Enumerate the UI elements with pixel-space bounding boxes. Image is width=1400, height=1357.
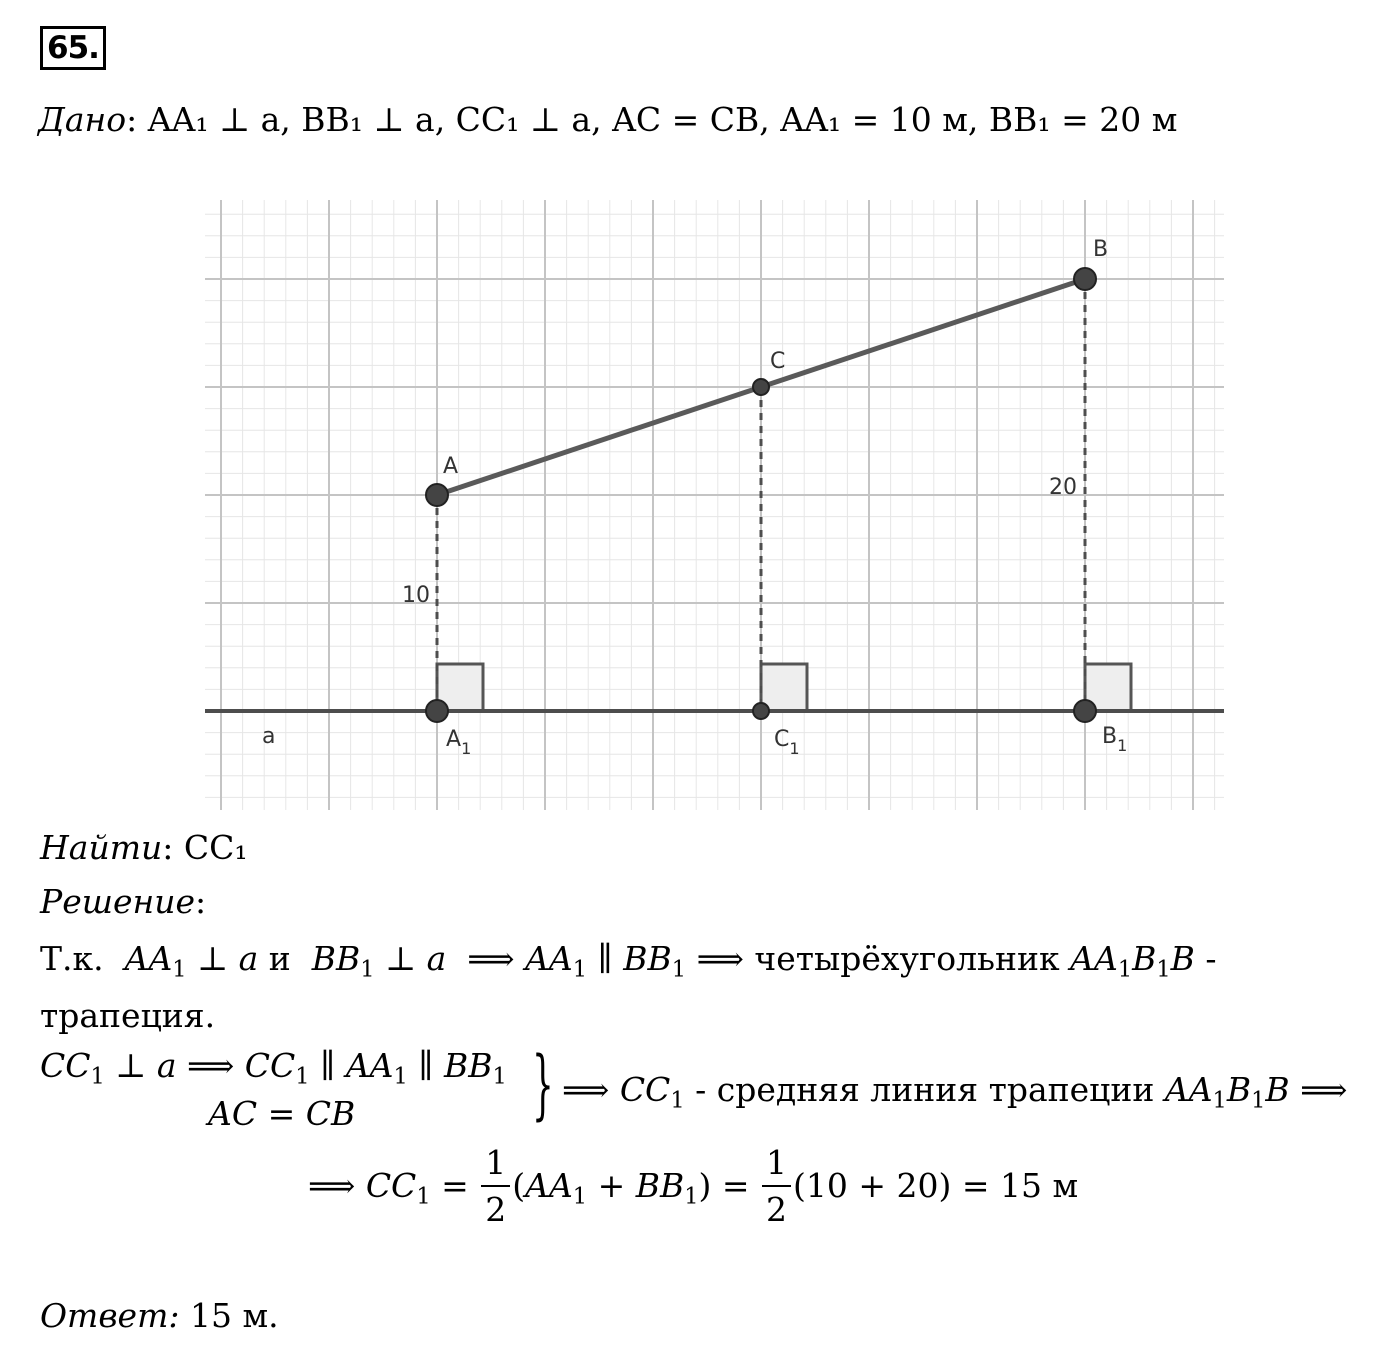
label-length-bb1: 20 bbox=[1049, 475, 1077, 500]
formula-numeric: (10 + 20) = 15 bbox=[793, 1166, 1053, 1205]
label-b1-main: B bbox=[1102, 724, 1118, 749]
label-b: B bbox=[1093, 237, 1109, 262]
point-c1 bbox=[753, 703, 769, 719]
find-text: : CC₁ bbox=[162, 828, 248, 867]
solution-label: Решение bbox=[40, 882, 196, 921]
label-b1-sub: 1 bbox=[1117, 736, 1128, 755]
formula-bb1-perp-a: $BB_1$ ⊥ a bbox=[311, 939, 447, 983]
final-formula bbox=[308, 1140, 1078, 1232]
formula-aa1-perp-a: $AA_1$ ⊥ a bbox=[124, 939, 259, 983]
given-label: Дано bbox=[38, 100, 127, 139]
system-conclusion bbox=[562, 1070, 1348, 1114]
given-text: : AA₁ ⊥ a, BB₁ ⊥ a, CC₁ ⊥ a, AC = CB, AA₁ = 10 м, BB₁ = 20 м bbox=[126, 100, 1178, 139]
answer-line bbox=[40, 1296, 279, 1336]
formula-cc1-final: $CC_1$ bbox=[365, 1166, 431, 1210]
fraction-one-half: $\frac{1}{2}$ bbox=[481, 1146, 510, 1226]
label-c: C bbox=[770, 349, 786, 374]
problem-number: 65. bbox=[40, 26, 106, 70]
label-c1 bbox=[774, 727, 800, 758]
line1-prefix: Т.к. bbox=[40, 939, 104, 978]
line1-and: и bbox=[268, 939, 291, 978]
point-a1 bbox=[426, 700, 448, 722]
major-grid bbox=[205, 200, 1224, 810]
line1-dash: - bbox=[1205, 939, 1217, 978]
find-label: Найти bbox=[40, 828, 163, 867]
formula-cc1: $CC_1$ bbox=[619, 1070, 685, 1114]
label-a1-sub: 1 bbox=[461, 739, 472, 758]
solution-line-1 bbox=[40, 939, 1217, 983]
formula-sum-aa1-bb1: $(AA_1 + BB_1)$ bbox=[512, 1166, 712, 1210]
right-angle-mark-c1 bbox=[761, 664, 807, 711]
label-a: A bbox=[443, 454, 459, 479]
label-c1-sub: 1 bbox=[789, 739, 800, 758]
point-a bbox=[426, 484, 448, 506]
line3-dash: - средняя линия трапеции bbox=[695, 1070, 1155, 1109]
label-c1-main: C bbox=[774, 727, 790, 752]
answer-label: Ответ: bbox=[40, 1296, 180, 1335]
solution-heading bbox=[40, 882, 206, 922]
label-a1-main: A bbox=[446, 727, 462, 752]
minor-grid bbox=[205, 200, 1224, 810]
solution-line-2: трапеция. bbox=[40, 996, 216, 1035]
formula-cc1-perp-a: $CC_1$ ⊥ a ⟹ $CC_1$ ∥ $AA_1$ ∥ $BB_1$ bbox=[40, 1046, 507, 1090]
implies-symbol: ⟹ bbox=[1300, 1070, 1348, 1109]
implies-symbol: ⟹ bbox=[308, 1166, 366, 1205]
line1-word: четырёхугольник bbox=[754, 939, 1060, 978]
system-line-2 bbox=[208, 1094, 355, 1134]
point-c bbox=[753, 379, 769, 395]
formula-ac-eq-cb: AC = CB bbox=[208, 1094, 356, 1133]
formula-aa1-par-bb1: $AA_1$ ∥ $BB_1$ bbox=[525, 939, 687, 983]
answer-value: 15 м. bbox=[190, 1296, 279, 1335]
label-b1 bbox=[1102, 724, 1127, 755]
equals-symbol: = bbox=[430, 1166, 480, 1205]
point-b bbox=[1074, 268, 1096, 290]
fraction-one-half-2: $\frac{1}{2}$ bbox=[762, 1146, 791, 1226]
point-b1 bbox=[1074, 700, 1096, 722]
curly-brace: } bbox=[532, 1039, 554, 1128]
solution-colon: : bbox=[195, 882, 207, 921]
formula-aa1b1b-2: $AA_1B_1B$ bbox=[1164, 1070, 1290, 1114]
equals-symbol: = bbox=[711, 1166, 761, 1205]
label-line-a: a bbox=[262, 724, 276, 749]
final-unit: м bbox=[1052, 1166, 1079, 1205]
implies-symbol: ⟹ bbox=[456, 939, 515, 978]
label-length-aa1: 10 bbox=[402, 583, 430, 608]
system-line-1 bbox=[40, 1046, 507, 1090]
find-line bbox=[40, 828, 248, 868]
implies-symbol: ⟹ bbox=[562, 1070, 610, 1109]
formula-aa1b1b: $AA_1B_1B$ bbox=[1070, 939, 1195, 983]
implies-symbol: ⟹ bbox=[696, 939, 744, 978]
